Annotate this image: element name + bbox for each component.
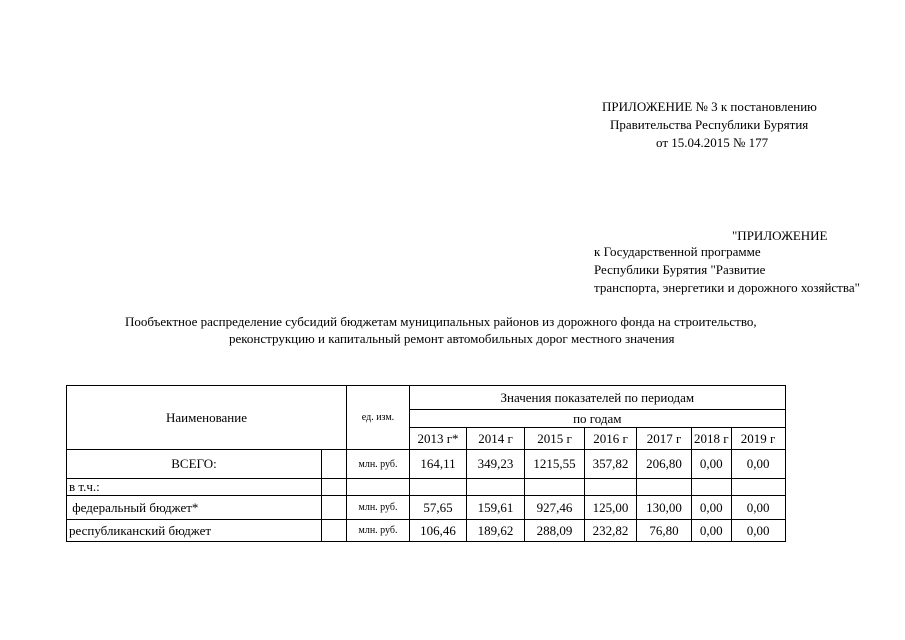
year-2015: 2015 г: [525, 428, 585, 450]
row-value: 130,00: [637, 496, 692, 520]
row-value: 106,46: [410, 520, 467, 542]
row-value: 232,82: [585, 520, 637, 542]
row-name: в т.ч.:: [67, 479, 322, 496]
program-ref-line-2: к Государственной программе: [594, 244, 761, 259]
row-value: 349,23: [467, 450, 525, 479]
table-row: [67, 520, 786, 542]
row-value: 76,80: [637, 520, 692, 542]
row-value: [585, 479, 637, 496]
row-blank-cell: [322, 496, 347, 520]
row-value: 0,00: [692, 496, 732, 520]
row-name: федеральный бюджет*: [67, 496, 322, 520]
table-row: [67, 496, 786, 520]
row-value: 288,09: [525, 520, 585, 542]
table-row: [67, 479, 786, 496]
row-name: республиканский бюджет: [67, 520, 322, 542]
row-value: 57,65: [410, 496, 467, 520]
row-value: 357,82: [585, 450, 637, 479]
row-value: 0,00: [692, 520, 732, 542]
row-value: 0,00: [692, 450, 732, 479]
row-unit: [347, 479, 410, 496]
row-value: 927,46: [525, 496, 585, 520]
row-unit: млн. руб.: [347, 520, 410, 542]
program-ref-line-1: "ПРИЛОЖЕНИЕ: [732, 228, 828, 243]
appendix-line-1: ПРИЛОЖЕНИЕ № 3 к постановлению: [602, 99, 817, 114]
row-value: 0,00: [731, 496, 785, 520]
document-title-line-1: Пообъектное распределение субсидий бюджетам муниципальных районов из дорожного фонда на строительство,: [125, 314, 757, 329]
year-2013: 2013 г*: [410, 428, 467, 450]
header-by-years: по годам: [410, 410, 786, 428]
year-2016: 2016 г: [585, 428, 637, 450]
indicators-table: [66, 385, 786, 542]
row-value: 164,11: [410, 450, 467, 479]
header-name: Наименование: [67, 386, 347, 450]
year-2019: 2019 г: [731, 428, 785, 450]
year-2014: 2014 г: [467, 428, 525, 450]
row-value: [525, 479, 585, 496]
row-value: 189,62: [467, 520, 525, 542]
row-name: ВСЕГО:: [67, 450, 322, 479]
row-unit: млн. руб.: [347, 496, 410, 520]
row-value: 125,00: [585, 496, 637, 520]
row-blank-cell: [322, 479, 347, 496]
row-value: [467, 479, 525, 496]
row-value: 1215,55: [525, 450, 585, 479]
row-value: [637, 479, 692, 496]
row-value: 0,00: [731, 520, 785, 542]
program-ref-line-3: Республики Бурятия "Развитие: [594, 262, 766, 277]
program-ref-line-4: транспорта, энергетики и дорожного хозяйства": [594, 280, 860, 295]
row-unit: млн. руб.: [347, 450, 410, 479]
row-value: [410, 479, 467, 496]
header-values: Значения показателей по периодам: [410, 386, 786, 410]
row-value: [731, 479, 785, 496]
row-blank-cell: [322, 520, 347, 542]
year-2017: 2017 г: [637, 428, 692, 450]
row-value: 159,61: [467, 496, 525, 520]
appendix-line-3: от 15.04.2015 № 177: [656, 135, 769, 150]
row-value: [692, 479, 732, 496]
table-row: [67, 450, 786, 479]
document-title-line-2: реконструкцию и капитальный ремонт автомобильных дорог местного значения: [229, 331, 675, 346]
appendix-line-2: Правительства Республики Бурятия: [610, 117, 809, 132]
header-unit: ед. изм.: [347, 386, 410, 450]
year-2018: 2018 г: [692, 428, 732, 450]
row-value: 206,80: [637, 450, 692, 479]
row-blank-cell: [322, 450, 347, 479]
row-value: 0,00: [731, 450, 785, 479]
